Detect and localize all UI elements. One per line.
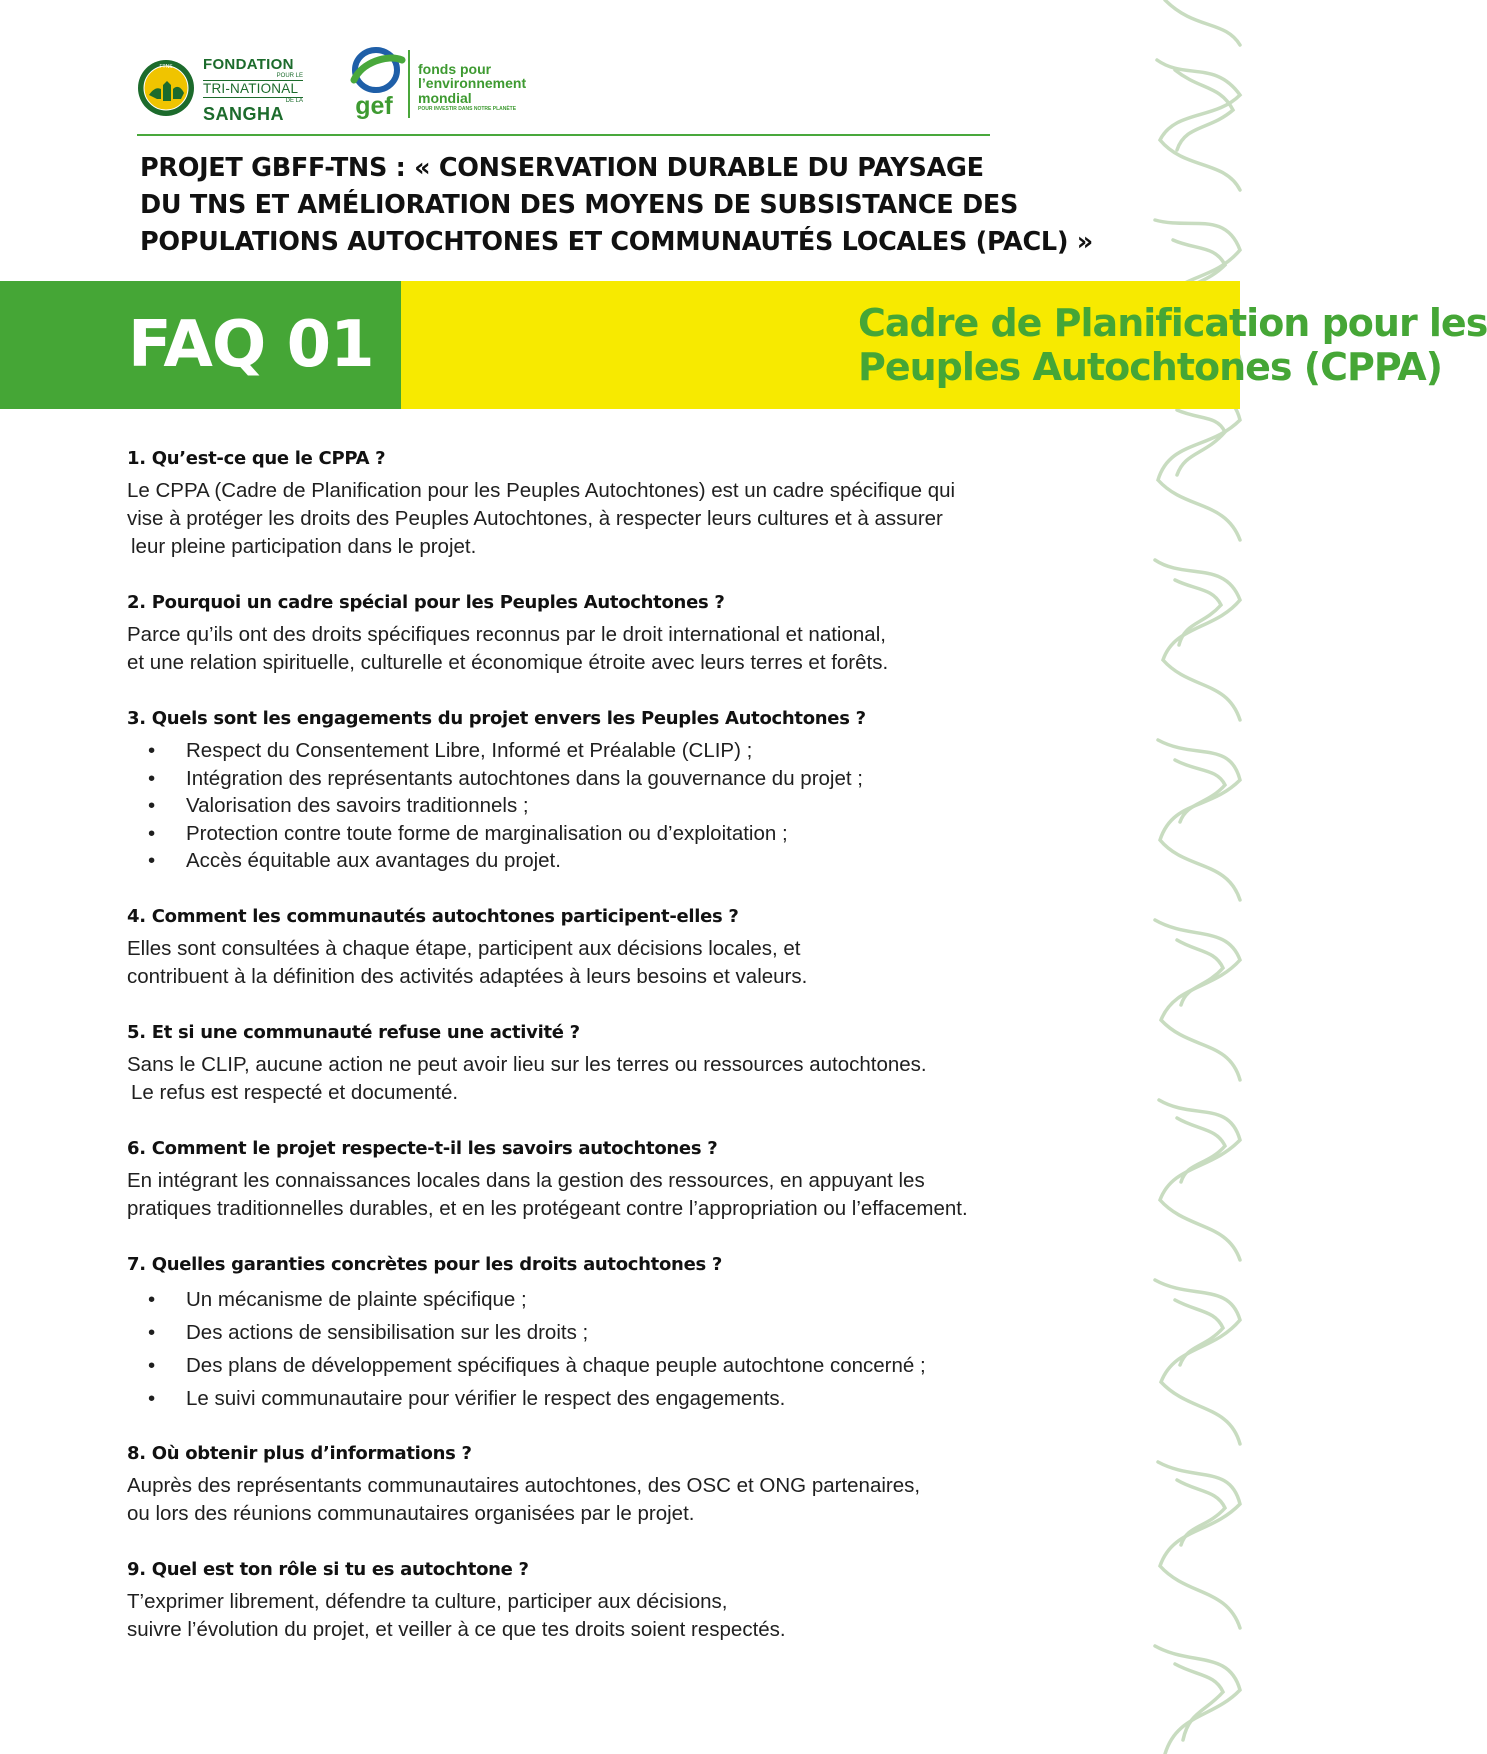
answer-line: Sans le CLIP, aucune action ne peut avoir lieu sur les terres ou ressources autochtones.: [127, 1053, 927, 1076]
svg-text:gef: gef: [355, 92, 393, 120]
list-item: [127, 1316, 1087, 1349]
answer-line: pratiques traditionnelles durables, et en les protégeant contre l’appropriation ou l’effacement.: [127, 1197, 968, 1220]
faq-banner: [0, 281, 1487, 409]
answer-line: leur pleine participation dans le projet.: [131, 535, 477, 558]
faq-banner-label-panel: [0, 281, 401, 409]
answer-line: Parce qu’ils ont des droits spécifiques reconnus par le droit international et national,: [127, 623, 886, 646]
answer-line: Elles sont consultées à chaque étape, participent aux décisions locales, et: [127, 937, 801, 960]
list-item-text: Valorisation des savoirs traditionnels ;: [186, 794, 529, 817]
list-item-text: Un mécanisme de plainte spécifique ;: [186, 1288, 527, 1311]
list-item-text: Respect du Consentement Libre, Informé et Préalable (CLIP) ;: [186, 739, 753, 762]
faq-question: 7. Quelles garanties concrètes pour les droits autochtones ?: [127, 1254, 722, 1275]
faq-question: 5. Et si une communauté refuse une activité ?: [127, 1022, 580, 1043]
list-item: [127, 820, 1087, 848]
faq-banner-title-panel: [401, 281, 1487, 409]
answer-line: En intégrant les connaissances locales dans la gestion des ressources, en appuyant les: [127, 1169, 925, 1192]
fts-logo-line-5: SANGHA: [203, 103, 285, 124]
bullet-icon: •: [148, 1321, 156, 1344]
svg-text:FTNS: FTNS: [159, 64, 173, 70]
project-title: [140, 150, 1120, 261]
bullet-icon: •: [148, 821, 156, 845]
gef-globe-icon: [348, 46, 406, 122]
faq-item-5: [127, 1020, 1087, 1107]
list-item: [127, 765, 1087, 793]
bullet-icon: •: [148, 1354, 156, 1377]
faq-item-7: [127, 1252, 1087, 1415]
fts-seal-icon: [137, 59, 195, 117]
gef-logo-line-3: mondial: [418, 89, 472, 106]
gef-logo-line-2: l’environnement: [418, 75, 527, 92]
bullet-icon: •: [148, 739, 156, 762]
project-title-line: PROJET GBFF-TNS : « CONSERVATION DURABLE DU PAYSAGE: [140, 153, 984, 183]
answer-line: Le CPPA (Cadre de Planification pour les Peuples Autochtones) est un cadre spécifique qui: [127, 479, 956, 502]
faq-item-6: [127, 1136, 1087, 1223]
faq-answer: [127, 1051, 1087, 1107]
list-item: [127, 1349, 1087, 1382]
faq-answer: [127, 935, 1087, 991]
fts-logo-line-1: FONDATION: [203, 56, 294, 73]
answer-line: contribuent à la définition des activités adaptées à leurs besoins et valeurs.: [127, 965, 808, 988]
faq-answer: [127, 1588, 1087, 1644]
project-title-line: POPULATIONS AUTOCHTONES ET COMMUNAUTÉS LOCALES (PACL) »: [140, 227, 1093, 257]
bullet-icon: •: [148, 1387, 156, 1410]
faq-answer: [127, 1472, 1087, 1528]
bullet-icon: •: [148, 766, 156, 790]
faq-question: 8. Où obtenir plus d’informations ?: [127, 1443, 472, 1464]
bullet-list: [127, 737, 1087, 875]
bullet-icon: •: [148, 794, 156, 817]
faq-title: [858, 301, 1487, 389]
fts-logo-line-2: POUR LE: [276, 73, 303, 79]
faq-answer: [127, 477, 1087, 561]
faq-item-2: [127, 590, 1087, 677]
project-title-line: DU TNS ET AMÉLIORATION DES MOYENS DE SUBSISTANCE DES: [140, 190, 1019, 220]
list-item-text: Des actions de sensibilisation sur les droits ;: [186, 1321, 589, 1344]
faq-question: 9. Quel est ton rôle si tu es autochtone ?: [127, 1559, 529, 1580]
list-item-text: Des plans de développement spécifiques à chaque peuple autochtone concerné ;: [186, 1354, 926, 1377]
faq-number: FAQ 01: [128, 308, 374, 382]
gef-logo: [348, 46, 558, 122]
faq-item-1: [127, 446, 1087, 561]
fts-logo-line-4: DE LA: [285, 97, 303, 104]
faq-answer: [127, 621, 1087, 677]
answer-line: suivre l’évolution du projet, et veiller à ce que tes droits soient respectés.: [127, 1618, 786, 1641]
gef-logo-line-4: POUR INVESTIR DANS NOTRE PLANÈTE: [418, 105, 517, 112]
answer-line: Auprès des représentants communautaires autochtones, des OSC et ONG partenaires,: [127, 1474, 921, 1497]
faq-question: 2. Pourquoi un cadre spécial pour les Peuples Autochtones ?: [127, 592, 725, 613]
list-item: [127, 792, 1087, 820]
faq-title-line: Peuples Autochtones (CPPA): [858, 345, 1443, 389]
list-item: [127, 1283, 1087, 1316]
bullet-list: [127, 1283, 1087, 1415]
faq-answer: [127, 1167, 1087, 1223]
list-item: [127, 847, 1087, 875]
header-divider: [137, 134, 990, 136]
fts-logo: [137, 54, 307, 122]
bullet-icon: •: [148, 1288, 156, 1311]
fts-logo-line-3: TRI-NATIONAL: [203, 80, 303, 98]
faq-item-9: [127, 1557, 1087, 1644]
faq-question: 6. Comment le projet respecte-t-il les savoirs autochtones ?: [127, 1138, 718, 1159]
faq-item-4: [127, 904, 1087, 991]
gef-logo-line-1: fonds pour: [418, 61, 492, 77]
faq-item-3: [127, 706, 1087, 875]
contour-pattern-decoration: [1155, 0, 1240, 1754]
answer-line: ou lors des réunions communautaires organisées par le projet.: [127, 1502, 695, 1525]
faq-item-8: [127, 1441, 1087, 1528]
gef-logo-separator: [408, 50, 410, 118]
gef-logo-text: [418, 62, 526, 112]
list-item: [127, 737, 1087, 765]
list-item-text: Le suivi communautaire pour vérifier le respect des engagements.: [186, 1387, 786, 1410]
faq-title-line: Cadre de Planification pour les: [858, 301, 1487, 345]
list-item-text: Protection contre toute forme de marginalisation ou d’exploitation ;: [186, 821, 788, 845]
faq-question: 4. Comment les communautés autochtones participent-elles ?: [127, 906, 739, 927]
answer-line: et une relation spirituelle, culturelle et économique étroite avec leurs terres et forêts.: [127, 651, 889, 674]
list-item-text: Intégration des représentants autochtones dans la gouvernance du projet ;: [186, 766, 863, 790]
answer-line: Le refus est respecté et documenté.: [131, 1081, 459, 1104]
answer-line: T’exprimer librement, défendre ta culture, participer aux décisions,: [127, 1590, 728, 1613]
fts-logo-text: [203, 57, 303, 123]
bullet-icon: •: [148, 849, 156, 872]
answer-line: vise à protéger les droits des Peuples Autochtones, à respecter leurs cultures et à assurer: [127, 507, 943, 530]
faq-question: 1. Qu’est-ce que le CPPA ?: [127, 448, 386, 469]
faq-question: 3. Quels sont les engagements du projet envers les Peuples Autochtones ?: [127, 708, 866, 729]
list-item-text: Accès équitable aux avantages du projet.: [186, 849, 561, 872]
list-item: [127, 1382, 1087, 1415]
